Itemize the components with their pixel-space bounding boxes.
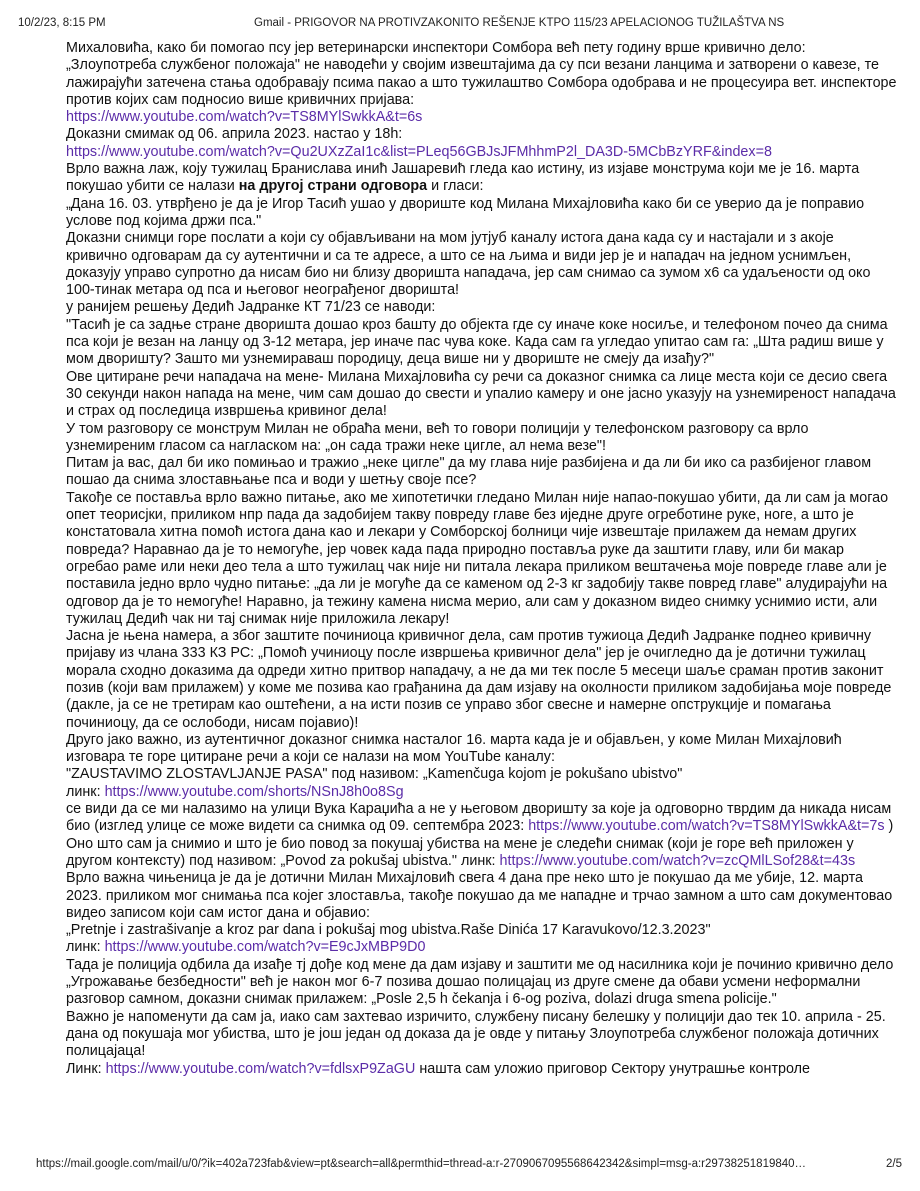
- paragraph: Јасна је њена намера, а због заштите починиоца кривичног дела, сам против тужиоца Дедић Јадранке поднео кривичну пријаву из члана 333 КЗ РС: „Помоћ учиниоцу после извршења кривичног дела" јер је очигледно да је дотични тужилац морала сходно доказима да одреди хитно притвор нападачу, а не да ми тек после 5 месеци шаље сраман против законит позив (који вам прилажем) у коме ме позива као грађанина да дам изјаву на околности приликом задобијања моје повреде (дакле, ја се не третирам као оштећени, а на исти позив се управо због свесне и намерне опструкције и помагања починиоцу, да се ослободи, нисам појавио)!: [66, 628, 892, 731]
- email-body: [66, 40, 898, 1078]
- paragraph: Линк: https://www.youtube.com/watch?v=fdlsxP9ZaGU наштa сам уложио приговор Сектору унутрашње контроле: [66, 1060, 811, 1077]
- bold-phrase: на другој страни одговора: [238, 178, 428, 195]
- print-url: https://mail.google.com/mail/u/0/?ik=402a723fab&view=pt&search=all&permthid=thread-a:r-2709067095568642342&simpl=msg-a:r29738251819840…: [36, 1158, 807, 1170]
- youtube-link[interactable]: https://www.youtube.com/watch?v=zcQMlLSof28&t=43s: [499, 852, 856, 869]
- paragraph: Михаловића, како би помогао псу јер ветеринарски инспектори Сомбора већ пету годину врше кривично дело: „Злоупотреба службеног положаја" не наводећи у својим извештајима да су пси везани ланцима и затворени о кавезе, те лажирајући затечена стања одобравају псима пакао а што тужилаштво Сомбора одобрава и не процесуира вет. инспекторе против којих сам подносио више кривичних пријава:: [66, 40, 897, 108]
- youtube-link[interactable]: https://www.youtube.com/watch?v=TS8MYlSwkkA&t=6s: [66, 109, 423, 126]
- print-title: Gmail - PRIGOVOR NA PROTIVZAKONITO REŠENJE KTPO 115/23 APELACIONOG TUŽILAŠTVA NS: [254, 17, 785, 29]
- paragraph: линк: https://www.youtube.com/watch?v=E9cJxMBP9D0: [66, 939, 426, 956]
- paragraph: "ZAUSTAVIMO ZLOSTAVLJANJE PASA" под називом: „Kamenčuga kojom je pokušano ubistvo": [66, 766, 683, 783]
- paragraph: Такође се поставља врло важно питање, ако ме хипотетички гледано Милан није напао-покушао убити, да ли сам ја могао опет теорисјки, приликом нпр пада да задобијем такву повреду главе без иједне друге огреботине руке, ноге, а што је констатовала хитна помоћ истога дана као и лекари у Сомборској болници чије извештаје прилажем да немам других повреда? Наравнао да је то немогуће, јер човек када пада природно поставља руке да заштити главу, или би макар огребао раме или неки део тела а што тужилац чак није ни питала лекара приликом вештачења моје повреде главе али је поставила једно врло чудно питање: „да ли је могуће да се каменом од 2-3 кг задобију такве повред главе" алудирајући на одговор да је то немогуће! Наравно, ја тежину камена нисма мерио, али сам у доказном видео снимку уснимио исти, али тужилац Дедић чак ни тај снимак није приложила лекару!: [66, 489, 889, 627]
- paragraph: „Pretnje i zastrašivanje a kroz par dana i pokušaj mog ubistva.Raše Dinića 17 Karavukovo/12.3.2023": [66, 922, 711, 939]
- paragraph: Тада је полиција одбила да изађе тј дође код мене да дам изјаву и заштити ме од насилника који је починио кривично дело „Угрожавање безбедности" већ је након мог 6-7 позива дошао полицајац из друге смене да обави усмени неформални разговор самном, доказни снимак прилажем: „Posle 2,5 h čekanja i 6-og poziva, dolazi druga smena policije.": [66, 956, 894, 1008]
- paragraph: Друго јако важно, из аутентичног доказног снимка насталог 16. марта када је и објављен, у коме Милан Михајловић изговара те горе цитиране речи а који се налази на мом YouTube каналу:: [66, 731, 842, 766]
- paragraph: линк: https://www.youtube.com/shorts/NSnJ8h0o8Sg: [66, 783, 404, 800]
- paragraph: Ове цитиране речи нападача на мене- Милана Михајловића су речи са доказног снимка са лице места који се десио свега 30 секунди након напада на мене, чим сам дошао до свести и упалио камеру и оне јасно указују на узнемиреност нападача и страх од последица извршења кривинoг дела!: [66, 368, 896, 420]
- youtube-link[interactable]: https://www.youtube.com/watch?v=TS8MYlSwkkA&t=7s: [528, 818, 885, 835]
- youtube-link[interactable]: https://www.youtube.com/watch?v=E9cJxMBP9D0: [104, 939, 426, 956]
- print-header: [18, 17, 902, 33]
- paragraph: Доказни смимак од 06. априла 2023. настао у 18h:: [66, 126, 403, 143]
- page-number: 2/5: [886, 1158, 902, 1170]
- print-footer: [36, 1158, 902, 1174]
- youtube-link[interactable]: https://www.youtube.com/shorts/NSnJ8h0o8Sg: [104, 783, 404, 800]
- paragraph: У том разговору се монструм Милан не обраћа мени, већ то говори полицији у телефонском разговору са врло узнемиреним гласом са нагласком на: „он сада тражи неке цигле, ал нема везе"!: [66, 420, 809, 454]
- paragraph: Питам ја вас, дал би ико помињао и тражио „неке цигле" да му глава није разбијена и да ли би ико са разбијеног главом пошао да снима злоставњање пса и води у шетњу своје псе?: [66, 455, 872, 489]
- paragraph: Врло важна лаж, коју тужилац Бранислава инић Јашаревић гледа као истину, из изјаве монструма који ме је 16. марта покушао убити се налази на другој страни одговора и гласи:: [66, 161, 860, 195]
- paragraph: се види да се ми налазимо на улици Вука Караџића а не у његовом дворишту за које ја одговорно тврдим да никада нисам био (изглед улице се може видети са снимка од 09. септембра 2023: https://www.youtube.com/watch?v=TS8MYlSwkkA&t=7s ): [66, 801, 894, 835]
- youtube-link[interactable]: https://www.youtube.com/watch?v=Qu2UXzZaI1c&list=PLeq56GBJsJFMhhmP2l_DA3D-5MCbBzYRF&index=8: [66, 143, 772, 160]
- quote: "Тасић је са задње стране дворишта дошао кроз башту до објекта где су иначе коке носиље, и телефоном почео да снима пса који је везан на ланцу од 3-12 метара, јер иначе пас чува коке. Када сам га угледао упитао сам га: „Шта радиш више у мом дворишту? Зашто ми узнемираваш породицу, деца више ни у двориште не смеју да изађу?": [66, 316, 888, 368]
- paragraph: Врло важна чињеница је да је дотични Милан Михајловић свега 4 дана пре неко што је покушао да ме убије, 12. марта 2023. приликом мог снимања пса којег злоставља, такође покушао да ме нападне и трчао замном а што сам документовао видео записом који сам истог дана и објавио:: [66, 870, 893, 921]
- paragraph: Оно што сам ја снимио и што је био повод за покушај убиства на мене је следећи снимак (који је горе већ приложен у другом контексту) под називом: „Povod za pokušaj ubistva." линк: https://www.youtube.com/watch?v=zcQMlLSof28&t=43s: [66, 835, 856, 869]
- paragraph: Важно је напоменути да сам ја, иако сам захтевао изричито, службену писану белешку у полицији дао тек 10. априла - 25. дана од покушаја мог убиства, што је још један од доказа да је овде у питању Злоупотреба службеног положаја дотичних полицајаца!: [66, 1008, 886, 1060]
- youtube-link[interactable]: https://www.youtube.com/watch?v=fdlsxP9ZaGU: [105, 1060, 416, 1077]
- paragraph: у ранијем решењу Дедић Јадранке КТ 71/23 се наводи:: [66, 299, 436, 316]
- quote: „Дана 16. 03. утврђено је да је Игор Тасић ушао у двориште код Милана Михајловића како би се уверио да је поправио услове под којима држи пса.": [66, 195, 865, 229]
- paragraph: Доказни снимци горе послати а који су објављивани на мом јутјуб каналу истога дана када су и настајали и з акоје кривично одговарам да су аутентични и са те адресе, а што се на љима и види јер је и нападач на једном уснимљен, доказују управо супротно да нисам био ни близу дворишта нападача, јер сам снимао са зумом x6 са удаљености од око 100-тинак метара од пса и његовог неограђеног дворишта!: [66, 230, 871, 299]
- print-datetime: 10/2/23, 8:15 PM: [18, 17, 106, 29]
